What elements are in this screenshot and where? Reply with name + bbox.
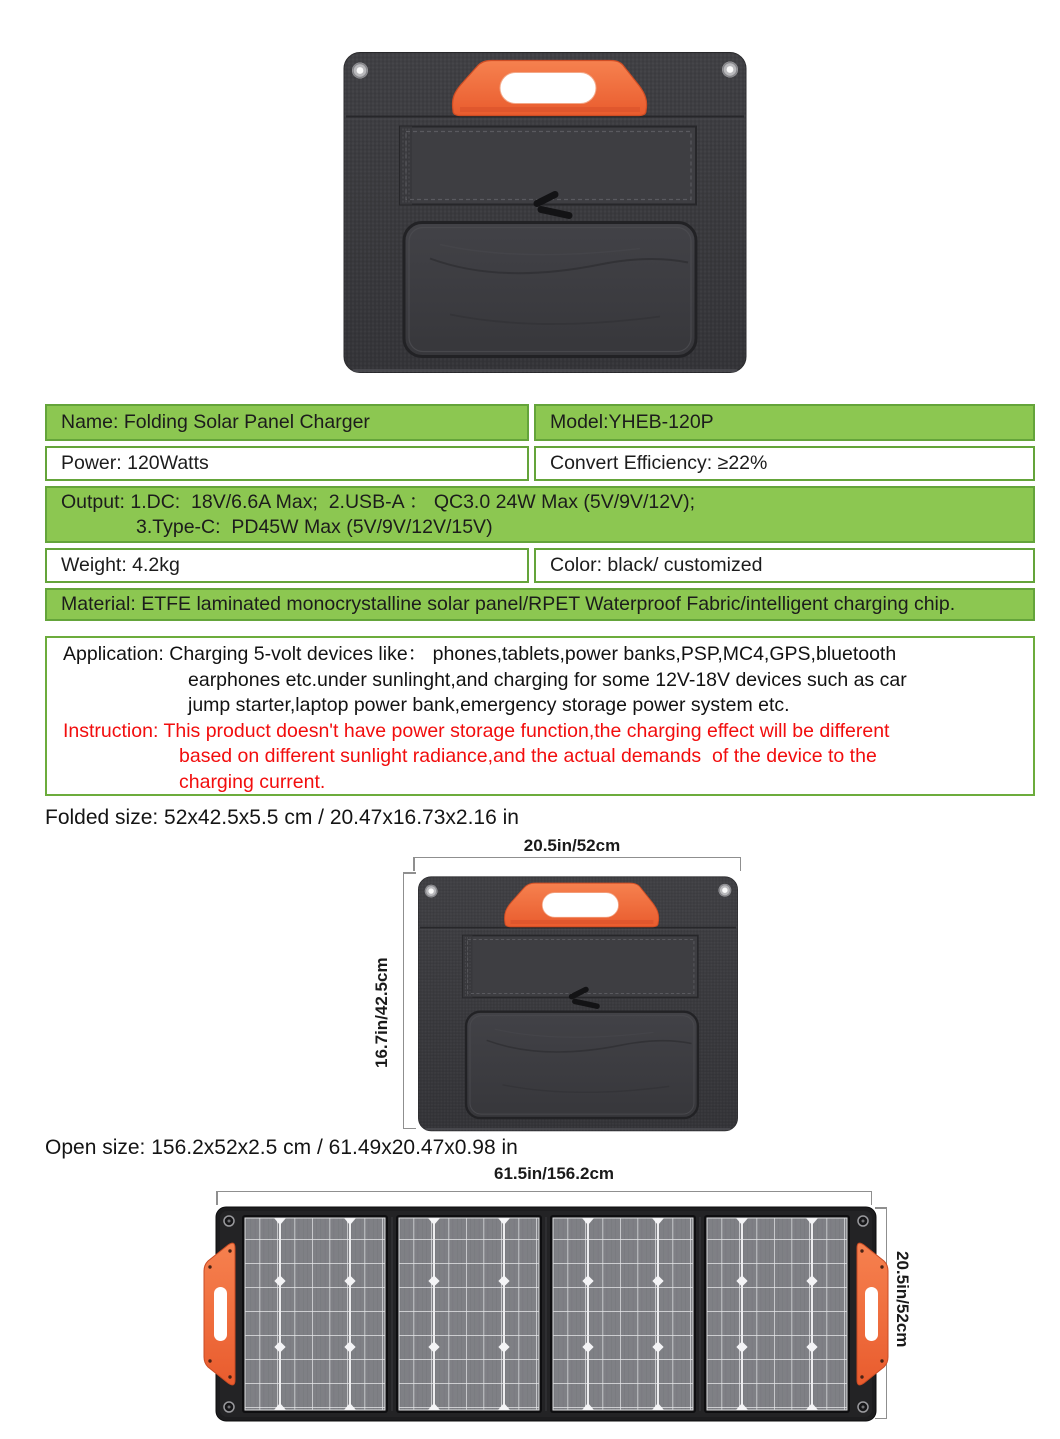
application-line-3: jump starter,laptop power bank,emergency storage power system etc. <box>188 694 790 716</box>
cell-output-line2: 3.Type-C: PD45W Max (5V/9V/12V/15V) <box>136 515 493 538</box>
cell-model <box>534 404 1035 441</box>
folded-height-dimension-label: 16.7in/42.5cm <box>372 957 391 1068</box>
open-solar-panel-diagram <box>202 1205 890 1423</box>
cell-power-text: Power: 120Watts <box>61 452 209 474</box>
cell-color-text: Color: black/ customized <box>550 554 763 576</box>
open-size-caption: Open size: 156.2x52x2.5 cm / 61.49x20.47x0.98 in <box>45 1136 518 1159</box>
cell-name <box>45 404 529 441</box>
folded-width-dimension-line <box>413 857 741 858</box>
cell-weight <box>45 548 529 583</box>
table-row <box>45 486 1035 543</box>
instruction-line-2: based on different sunlight radiance,and the actual demands of the device to the <box>179 745 877 767</box>
table-row <box>45 446 1035 481</box>
right-handle <box>857 1243 888 1385</box>
application-instruction-box <box>45 636 1035 796</box>
table-row <box>45 588 1035 621</box>
folded-solar-panel-diagram <box>415 872 741 1134</box>
table-row <box>45 404 1035 441</box>
open-width-dimension-label: 61.5in/156.2cm <box>493 1164 615 1183</box>
cell-material <box>45 588 1035 621</box>
cell-output-line1: Output: 1.DC: 18V/6.6A Max; 2.USB-A ： QC3.0 24W Max (5V/9V/12V); <box>61 490 696 513</box>
cell-weight-text: Weight: 4.2kg <box>61 554 180 576</box>
open-height-dimension-label: 20.5in/52cm <box>893 1251 912 1348</box>
open-width-dimension-line <box>216 1191 872 1192</box>
instruction-line-1: Instruction: This product doesn't have power storage function,the charging effect will be different <box>63 719 890 742</box>
folded-size-caption: Folded size: 52x42.5x5.5 cm / 20.47x16.73x2.16 in <box>45 806 519 829</box>
folded-width-dimension-label: 20.5in/52cm <box>523 836 621 855</box>
spec-table <box>45 404 1035 621</box>
cell-power <box>45 446 529 481</box>
table-row <box>45 548 1035 583</box>
cell-efficiency <box>534 446 1035 481</box>
cell-output <box>45 486 1035 543</box>
cell-efficiency-text: Convert Efficiency: ≥22% <box>550 452 768 474</box>
cell-material-text: Material: ETFE laminated monocrystalline solar panel/RPET Waterproof Fabric/intelligent charging chip. <box>61 593 956 615</box>
folded-height-dimension-line <box>403 872 404 1129</box>
cell-name-text: Name: Folding Solar Panel Charger <box>61 411 370 433</box>
left-handle <box>204 1243 235 1385</box>
folded-solar-panel-photo <box>340 46 750 377</box>
cell-color <box>534 548 1035 583</box>
application-line-2: earphones etc.under sunlinght,and charging for some 12V-18V devices such as car <box>188 668 907 691</box>
application-line-1: Application: Charging 5-volt devices like： phones,tablets,power banks,PSP,MC4,GPS,bluetooth <box>63 643 897 665</box>
cell-model-text: Model:YHEB-120P <box>550 411 714 433</box>
instruction-line-3: charging current. <box>179 770 326 793</box>
